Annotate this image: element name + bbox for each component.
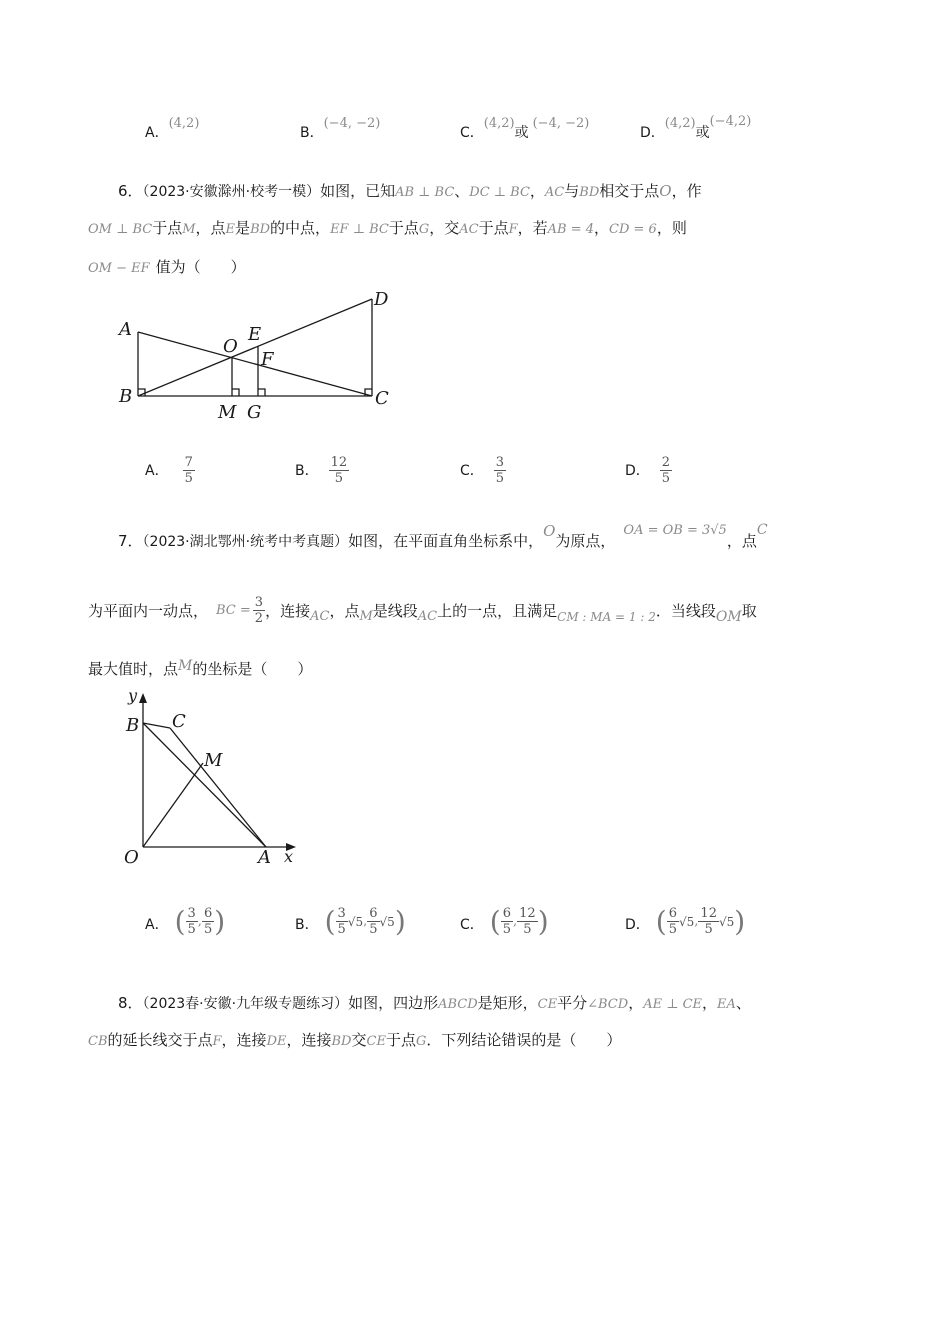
q5-option-a[interactable]: A．(4,2): [145, 116, 200, 141]
label-x: x: [284, 847, 294, 866]
q6-option-d[interactable]: D． $\frac{2}{5}$: [625, 455, 671, 486]
q6-line-1: 6．（2023·安徽滁州·校考一模）如图，已知AB ⊥ BC、DC ⊥ BC，AC与BD相交于点O，作: [118, 182, 702, 200]
q5-option-c[interactable]: C．(4,2)或(−4, −2): [460, 116, 590, 141]
label-m: M: [218, 402, 237, 423]
label-e: E: [248, 324, 262, 345]
q8-line-1: 8．（2023春·安徽·九年级专题练习）如图，四边形ABCD是矩形，CE平分∠BCD，AE ⊥ CE，EA、: [118, 994, 751, 1012]
label-g: G: [247, 402, 262, 423]
right-angle-g: [258, 389, 265, 396]
label-c: C: [172, 711, 186, 732]
q6-line-3: OM − EF 值为（ ）: [88, 258, 246, 276]
label-m: M: [204, 750, 223, 771]
q7-option-a[interactable]: A． ( $\frac{3}{5}$ , $\frac{6}{5}$ ): [145, 905, 226, 938]
label-a: A: [119, 319, 132, 340]
segment-ba: [143, 723, 266, 847]
q6-option-b[interactable]: B． $\frac{12}{5}$: [295, 455, 348, 486]
right-angle-m: [232, 389, 239, 396]
q5-option-b[interactable]: B．(−4, −2): [300, 116, 381, 141]
q7-line-1: 7．（2023·湖北鄂州·统考中考真题）如图，在平面直角坐标系中，O为原点，OA = OB = 3√5，点C: [118, 522, 768, 550]
segment-ca: [170, 728, 266, 847]
label-a: A: [258, 847, 271, 868]
q7-option-d[interactable]: D． ( $\frac{6}{5}$ √5 , $\frac{12}{5}$ √5 ): [625, 905, 746, 938]
label-o: O: [223, 336, 238, 357]
q7-option-c[interactable]: C． ( $\frac{6}{5}$ , $\frac{12}{5}$ ): [460, 905, 549, 938]
label-b: B: [119, 386, 133, 407]
q7-line-2: 为平面内一动点， BC = $\frac{3}{2}$ ，连接 AC ，点 M 是线段 AC 上的一点，且满足 CM : MA = 1 : 2 ．当线段 OM 取: [88, 595, 757, 626]
q6-line-2: OM ⊥ BC于点M，点E是BD的中点，EF ⊥ BC于点G，交AC于点F，若AB = 4，CD = 6，则: [88, 219, 687, 237]
q8-line-2: CB的延长线交于点F，连接DE，连接BD交CE于点G．下列结论错误的是（ ）: [88, 1031, 622, 1049]
q7-coordinate-figure: [118, 685, 318, 870]
segment-om: [143, 763, 203, 847]
q7-line-3: 最大值时，点M的坐标是（ ）: [88, 658, 313, 678]
q6-option-a[interactable]: A． $\frac{7}{5}$: [145, 455, 193, 486]
q6-option-c[interactable]: C． $\frac{3}{5}$: [460, 455, 505, 486]
segment-bd: [138, 299, 372, 396]
q6-geometry-figure: [110, 285, 400, 425]
label-y: y: [128, 686, 138, 705]
label-c: C: [375, 388, 389, 409]
y-axis-arrow-icon: [139, 693, 147, 703]
label-b: B: [126, 715, 140, 736]
label-f: F: [261, 349, 274, 370]
q5-option-d[interactable]: D．(4,2)或(−4,2): [640, 114, 752, 141]
label-o: O: [124, 847, 139, 868]
q7-option-b[interactable]: B． ( $\frac{3}{5}$ √5 , $\frac{6}{5}$ √5 ): [295, 905, 406, 938]
label-d: D: [374, 289, 389, 310]
